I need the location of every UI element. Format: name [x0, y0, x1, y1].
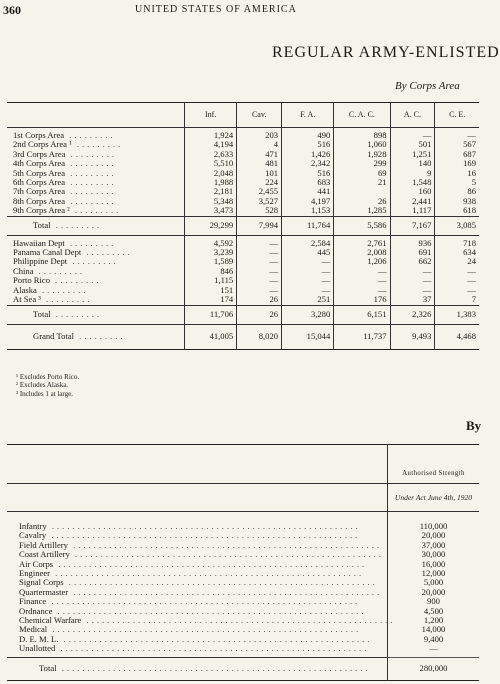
table-cell: 9,400	[388, 635, 480, 644]
table-cell: 1,060	[334, 140, 390, 149]
table-cell: 3,239	[185, 248, 237, 257]
table-cell: 2,761	[334, 235, 390, 248]
header-blank	[7, 484, 388, 512]
table-cell: 1,206	[334, 257, 390, 266]
dot-leader: ............................................................	[50, 568, 365, 579]
column-header: Cav.	[237, 103, 282, 128]
dot-leader: .........	[74, 330, 126, 341]
table-cell: —	[237, 286, 282, 295]
total-cell: 7,167	[390, 216, 435, 235]
table-row	[7, 206, 479, 216]
footnote: ³ Includes 1 at large.	[16, 389, 73, 398]
table-cell: 936	[390, 235, 435, 248]
table-cell: 1,426	[282, 150, 334, 159]
total-cell: 29,299	[185, 216, 237, 235]
table-cell: 441	[282, 187, 334, 196]
table-cell: —	[435, 267, 479, 276]
dot-leader: .........	[33, 265, 86, 276]
dot-leader: .........	[40, 294, 93, 305]
table-cell: 26	[237, 295, 282, 305]
row-label: Hawaiian Dept .........	[13, 237, 117, 248]
row-label: 5th Corps Area .........	[13, 167, 117, 178]
table-cell: 481	[237, 159, 282, 168]
table-cell: 4,500	[388, 607, 480, 616]
dot-leader: .........	[81, 247, 133, 258]
row-label: Porto Rico .........	[13, 275, 102, 286]
dot-leader: .........	[36, 284, 89, 295]
table-subtitle: By Corps Area	[395, 80, 460, 92]
table-cell: 1,117	[390, 206, 435, 216]
table-cell: 718	[435, 235, 479, 248]
table-cell: —	[237, 257, 282, 266]
table-cell: —	[237, 235, 282, 248]
total-label: Total ............................................................	[7, 657, 388, 680]
row-label: 9th Corps Area ² .........	[13, 205, 122, 216]
authorised-strength-body	[7, 445, 479, 681]
total-label: Total .........	[7, 305, 185, 324]
header-blank	[7, 103, 185, 128]
table-cell: 634	[435, 248, 479, 257]
dot-leader: .........	[71, 139, 124, 150]
total-row	[7, 216, 479, 235]
table-cell: —	[435, 128, 479, 141]
table-cell: 501	[390, 140, 435, 149]
table-cell: 490	[282, 128, 334, 141]
dot-leader: ............................................................	[81, 615, 396, 626]
table-cell: 691	[390, 248, 435, 257]
table-cell: 662	[390, 257, 435, 266]
table-cell: 251	[282, 295, 334, 305]
dot-leader: .........	[50, 275, 102, 286]
table-cell: 20,000	[388, 588, 480, 597]
table-cell: 14,000	[388, 625, 480, 634]
dot-leader: .........	[50, 308, 103, 319]
table-cell: 1,924	[185, 128, 237, 141]
table-cell: —	[334, 286, 390, 295]
table-header-row	[7, 103, 479, 128]
row-label: 6th Corps Area .........	[13, 177, 117, 188]
table-cell: 37,000	[388, 541, 480, 550]
dot-leader: ............................................................	[47, 624, 362, 635]
table-cell: —	[237, 267, 282, 276]
table-cell: 938	[435, 197, 479, 206]
corps-area-table	[7, 102, 479, 350]
total-cell: 9,493	[390, 324, 435, 349]
dot-leader: ............................................................	[52, 605, 367, 616]
table-cell: —	[237, 276, 282, 285]
column-header: Authorised Strength	[388, 445, 480, 484]
column-subheader: Under Act June 4th, 1920	[388, 484, 480, 512]
dot-leader: ............................................................	[46, 521, 361, 531]
table-cell: 2,048	[185, 169, 237, 178]
table-cell: —	[435, 286, 479, 295]
dot-leader: ............................................................	[69, 549, 384, 560]
table-cell: —	[435, 276, 479, 285]
footnote: ¹ Excludes Porto Rico.	[16, 373, 80, 381]
table-cell: 4,197	[282, 197, 334, 206]
table-cell: 2,584	[282, 235, 334, 248]
row-label: 7th Corps Area .........	[13, 186, 117, 197]
dot-leader: .........	[50, 219, 103, 230]
total-cell: 280,000	[388, 657, 480, 680]
table-cell: 1,988	[185, 178, 237, 187]
table-header-row	[7, 484, 479, 512]
row-label: Cavalry ............................................................	[19, 530, 361, 541]
table-cell: —	[390, 286, 435, 295]
table-cell: 20,000	[388, 531, 480, 540]
row-label: Panama Canal Dept .........	[13, 247, 133, 258]
row-label: Chemical Warfare ............................................................	[19, 615, 396, 626]
row-label: Philippine Dept .........	[13, 256, 119, 267]
table-cell: 516	[282, 169, 334, 178]
table-cell: —	[282, 286, 334, 295]
table-cell: 2,342	[282, 159, 334, 168]
dot-leader: .........	[65, 195, 117, 206]
row-label: Infantry ............................................................	[19, 521, 361, 531]
column-header: C. E.	[435, 103, 479, 128]
row-label: 4th Corps Area .........	[13, 158, 117, 169]
table-cell: —	[237, 248, 282, 257]
table-cell: 2,441	[390, 197, 435, 206]
table-cell: 5,000	[388, 578, 480, 587]
table-cell: 12,000	[388, 569, 480, 578]
table-cell: 1,589	[185, 257, 237, 266]
table-cell: 445	[282, 248, 334, 257]
table-cell: 4,194	[185, 140, 237, 149]
table-cell: 2,633	[185, 150, 237, 159]
table-cell: 224	[237, 178, 282, 187]
total-label: Total .........	[7, 216, 185, 235]
table-cell: 5,348	[185, 197, 237, 206]
table-cell: 299	[334, 159, 390, 168]
table-cell: 16,000	[388, 560, 480, 569]
dot-leader: ............................................................	[46, 596, 361, 607]
table-cell: 471	[237, 150, 282, 159]
table-cell: 1,285	[334, 206, 390, 216]
dot-leader: ............................................................	[46, 530, 361, 541]
table-cell: —	[334, 276, 390, 285]
total-cell: 26	[237, 305, 282, 324]
table-cell: 37	[390, 295, 435, 305]
dot-leader: .........	[69, 205, 122, 216]
footnotes	[16, 373, 79, 398]
total-row	[7, 657, 479, 680]
dot-leader: .........	[65, 186, 117, 197]
total-label: Grand Total .........	[7, 324, 185, 349]
page-number: 360	[3, 3, 21, 17]
table-cell: —	[388, 644, 480, 657]
table-cell: —	[390, 276, 435, 285]
table-row	[7, 512, 479, 532]
table-cell: —	[390, 267, 435, 276]
table-cell: —	[334, 267, 390, 276]
table-cell: 683	[282, 178, 334, 187]
row-label: Field Artillery ............................................................	[19, 539, 382, 550]
total-cell: 11,737	[334, 324, 390, 349]
table-cell: 140	[390, 159, 435, 168]
table-cell: 9	[390, 169, 435, 178]
table-cell: 1,251	[390, 150, 435, 159]
row-label: D. E. M. L. ............................................................	[19, 633, 373, 644]
dot-leader: .........	[64, 130, 116, 140]
dot-leader: .........	[65, 177, 117, 188]
total-cell: 11,764	[282, 216, 334, 235]
row-label: Finance ............................................................	[19, 596, 361, 607]
table-cell: —	[282, 257, 334, 266]
table-cell: 30,000	[388, 550, 480, 559]
table-cell: 21	[334, 178, 390, 187]
table-cell: 151	[185, 286, 237, 295]
dot-leader: .........	[65, 158, 117, 169]
total-cell: 11,706	[185, 305, 237, 324]
table-cell: 101	[237, 169, 282, 178]
table-cell: 176	[334, 295, 390, 305]
row-label: Alaska .........	[13, 284, 89, 295]
table-row	[7, 295, 479, 305]
authorised-strength-table	[7, 444, 479, 681]
table-cell: —	[282, 276, 334, 285]
row-label: At Sea ³ .........	[13, 294, 93, 305]
total-cell: 1,383	[435, 305, 479, 324]
table-cell: 567	[435, 140, 479, 149]
table-cell: 687	[435, 150, 479, 159]
table-cell: 24	[435, 257, 479, 266]
total-cell: 7,994	[237, 216, 282, 235]
row-label: Quartermaster ............................................................	[19, 586, 383, 597]
table-cell: 3,473	[185, 206, 237, 216]
total-cell: 2,326	[390, 305, 435, 324]
row-label: 3rd Corps Area .........	[13, 148, 117, 159]
row-label: Ordnance ............................................................	[19, 605, 367, 616]
table-cell: 846	[185, 267, 237, 276]
table-cell: 1,548	[390, 178, 435, 187]
dot-leader: ............................................................	[53, 558, 368, 569]
table-cell: 86	[435, 187, 479, 196]
table-cell: 3,527	[237, 197, 282, 206]
dot-leader: ............................................................	[67, 539, 382, 550]
footnote: ² Excludes Alaska.	[16, 381, 69, 390]
dot-leader: .........	[65, 148, 117, 159]
table-cell: —	[282, 267, 334, 276]
table-cell: 528	[237, 206, 282, 216]
table-cell: 1,928	[334, 150, 390, 159]
column-header: Inf.	[185, 103, 237, 128]
table-cell: 69	[334, 169, 390, 178]
row-label: Signal Corps ............................................................	[19, 577, 378, 588]
table-cell: 169	[435, 159, 479, 168]
table-cell: 160	[390, 187, 435, 196]
table-cell: —	[390, 128, 435, 141]
dot-leader: .........	[64, 237, 117, 248]
table-cell: 16	[435, 169, 479, 178]
dot-leader: .........	[67, 256, 119, 267]
table-cell: 26	[334, 197, 390, 206]
table-cell: 1,115	[185, 276, 237, 285]
row-label: Engineer ............................................................	[19, 568, 365, 579]
table-cell: 900	[388, 597, 480, 606]
row-label: 2nd Corps Area ¹ .........	[13, 139, 124, 150]
total-cell: 6,151	[334, 305, 390, 324]
section-subtitle: By	[466, 418, 482, 433]
running-header: UNITED STATES OF AMERICA	[135, 4, 297, 15]
dot-leader: ............................................................	[55, 643, 370, 654]
column-header: A. C.	[390, 103, 435, 128]
table-cell: 174	[185, 295, 237, 305]
dot-leader: ............................................................	[58, 633, 373, 644]
row-label: China .........	[13, 265, 86, 276]
total-row	[7, 305, 479, 324]
table-cell: 4	[237, 140, 282, 149]
table-cell: 516	[282, 140, 334, 149]
table-header-row	[7, 445, 479, 484]
grand-total-row	[7, 324, 479, 349]
dot-leader: ............................................................	[68, 586, 383, 597]
row-label: Unallotted ............................................................	[19, 643, 370, 654]
dot-leader: .........	[65, 167, 117, 178]
total-cell: 5,586	[334, 216, 390, 235]
total-cell: 8,020	[237, 324, 282, 349]
table-row	[7, 644, 479, 657]
dot-leader: ............................................................	[56, 662, 371, 673]
total-cell: 3,280	[282, 305, 334, 324]
table-cell: 2,455	[237, 187, 282, 196]
row-label: Medical ............................................................	[19, 624, 362, 635]
table-cell: 5,510	[185, 159, 237, 168]
table-cell: 4,592	[185, 235, 237, 248]
table-cell: 2,008	[334, 248, 390, 257]
row-label: 8th Corps Area .........	[13, 195, 117, 206]
dot-leader: ............................................................	[63, 577, 378, 588]
table-cell: 1,200	[388, 616, 480, 625]
table-cell: 2,181	[185, 187, 237, 196]
table-cell: 7	[435, 295, 479, 305]
table-cell: 203	[237, 128, 282, 141]
total-cell: 4,468	[435, 324, 479, 349]
table-cell: 898	[334, 128, 390, 141]
table-cell: 618	[435, 206, 479, 216]
column-header: F. A.	[282, 103, 334, 128]
total-cell: 41,005	[185, 324, 237, 349]
table-cell: 110,000	[388, 512, 480, 532]
header-blank	[7, 445, 388, 484]
row-label: Coast Artillery ............................................................	[19, 549, 384, 560]
row-label: Air Corps ............................................................	[19, 558, 368, 569]
row-label: 1st Corps Area .........	[13, 130, 116, 140]
total-cell: 15,044	[282, 324, 334, 349]
corps-area-table-body	[7, 103, 479, 350]
total-cell: 3,085	[435, 216, 479, 235]
table-cell: 5	[435, 178, 479, 187]
column-header: C. A. C.	[334, 103, 390, 128]
section-title: REGULAR ARMY-ENLISTED	[272, 44, 500, 61]
table-cell: 1,153	[282, 206, 334, 216]
